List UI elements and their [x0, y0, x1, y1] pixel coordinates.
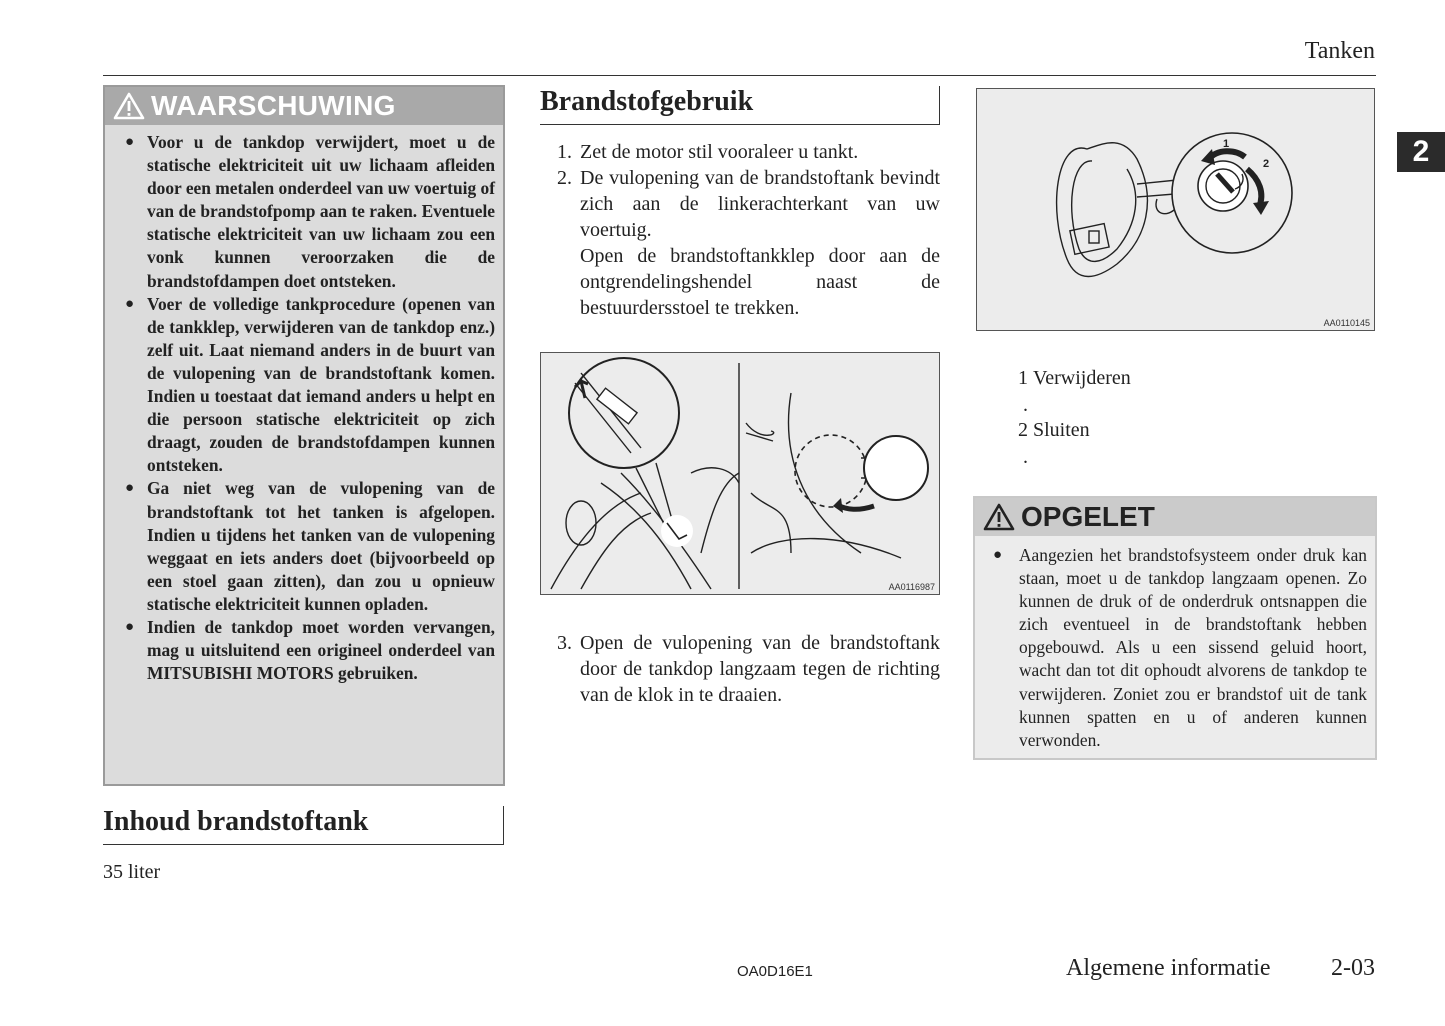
cap-legend-dot: . [1023, 394, 1028, 416]
capacity-heading: Inhoud brandstoftank [103, 806, 369, 837]
page-header-title: Tanken [1304, 38, 1375, 64]
footer-section: Algemene informatie [1066, 955, 1271, 981]
fuel-cap-figure [976, 88, 1375, 331]
usage-steps-1-2 [540, 139, 940, 321]
footer-page-number: 2-03 [1331, 955, 1375, 981]
cap-legend-item-2: 2 Sluiten [1018, 419, 1090, 441]
footer-code: OA0D16E1 [737, 963, 813, 980]
caution-list [975, 544, 1375, 752]
cap-legend-dot: . [1023, 446, 1028, 468]
header-rule [103, 75, 1376, 76]
caution-item: ● Aangezien het brandstofsysteem onder druk kan staan, moet u de tankdop langzaam openen. Zo kunnen de druk of de onderdruk ontsnappen die zich eventueel in de brandstoftank hebben opgebouwd. Als u een sissend geluid hoort, wacht dan tot dit ophoudt alvorens de tankdop te verwijderen. Zoniet zou er brandstof uit de tank kunnen spatten en u of anderen kunnen verwonden. [993, 544, 1367, 752]
release-lever-figure [540, 352, 940, 595]
step-item: 3. Open de vulopening van de brandstoftank door de tankdop langzaam tegen de richting van de klok in te draaien. [557, 632, 940, 706]
warning-item: ● Indien de tankdop moet worden vervangen, mag u uitsluitend een origineel onderdeel van MITSUBISHI MOTORS gebruiken. [125, 616, 495, 685]
usage-heading-box [540, 86, 940, 125]
capacity-value: 35 liter [103, 861, 161, 883]
warning-item: ● Ga niet weg van de vulopening van de brandstoftank tot het tanken is afgelopen. Indien u tijdens het tanken van de vulopening weggaat en iets anders doet (bijvoorbeeld op een stoel gaan zitten), dan zou u opnieuw statische elektriciteit kunnen opladen. [125, 477, 495, 616]
step-item: 2. De vulopening van de brandstoftank bevindt zich aan de linkerachterkant van uw voertuig. Open de brandstoftankklep door aan de ontgrendelingshendel naast de bestuurdersstoel te trekken. [557, 167, 940, 319]
caution-box [973, 496, 1377, 760]
capacity-heading-box [103, 806, 504, 845]
warning-item: ● Voor u de tankdop verwijdert, moet u de statische elektriciteit uit uw lichaam afleiden door een metalen onderdeel van uw voertuig of van de brandstofpomp aan te raken. Eventuele statische elektriciteit van uw lichaam zou een vonk kunnen veroorzaken die de brandstofdampen doet ontsteken. [125, 131, 495, 293]
warning-item: ● Voer de volledige tankprocedure (openen van de tankklep, verwijderen van de tankdop enz.) zelf uit. Laat niemand anders in de buurt van de vulopening van de brandstoftank komen. Indien u toestaat dat iemand anders u helpt en die persoon statische elektriciteit op zich draagt, zouden de brandstofdampen kunnen ontsteken. [125, 293, 495, 478]
warning-header [105, 87, 503, 125]
step-item: 1. Zet de motor stil vooraleer u tankt. [557, 141, 859, 163]
warning-box [103, 85, 505, 786]
warning-triangle-icon [113, 92, 145, 120]
caution-header [975, 498, 1375, 536]
figure-code: AA0110145 [1323, 318, 1370, 328]
figure-code: AA0116987 [888, 582, 935, 592]
warning-heading: WAARSCHUWING [151, 90, 396, 121]
caution-heading: OPGELET [1021, 501, 1155, 532]
cap-legend-item-1: 1 Verwijderen [1018, 367, 1131, 389]
usage-heading: Brandstofgebruik [540, 86, 754, 117]
release-lever-illustration [541, 353, 939, 594]
usage-step-3 [540, 630, 940, 708]
warning-list [105, 131, 503, 685]
callout-2: 2 [1263, 158, 1270, 170]
chapter-tab: 2 [1397, 132, 1445, 172]
warning-triangle-icon [983, 503, 1015, 531]
fuel-cap-illustration [977, 89, 1374, 330]
callout-1: 1 [1223, 138, 1230, 150]
